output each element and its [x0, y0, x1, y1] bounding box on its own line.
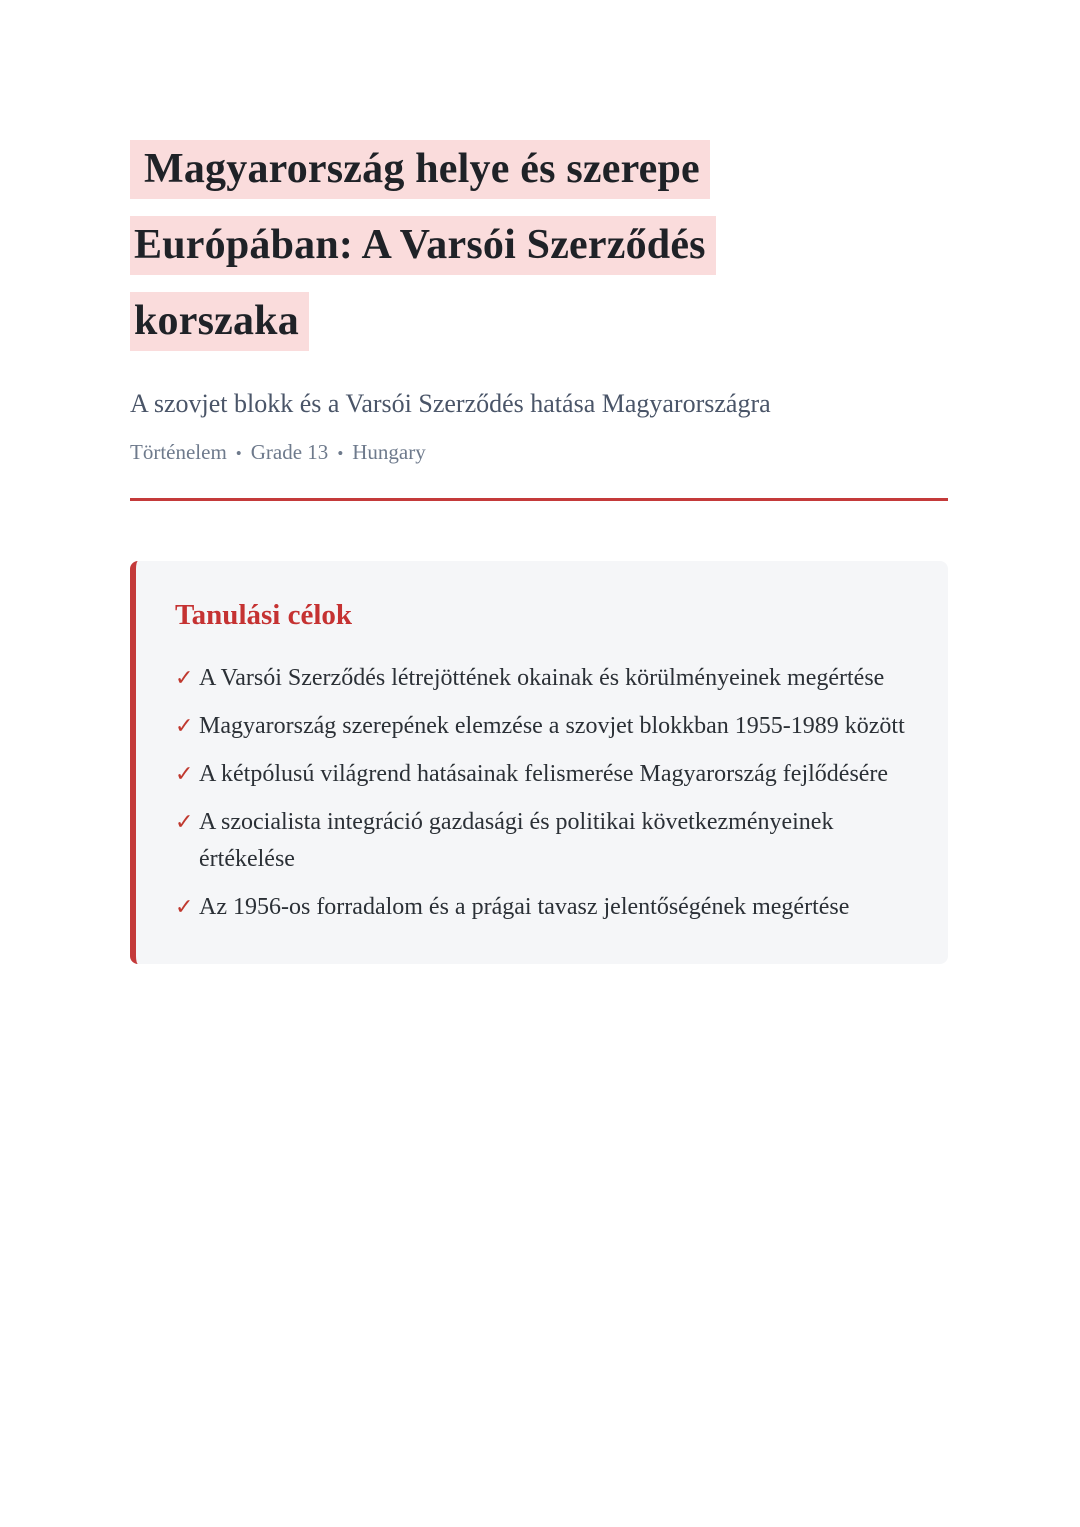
- page-title: [130, 131, 950, 359]
- page-title-line: [130, 207, 950, 283]
- objective-text: Magyarország szerepének elemzése a szovjet blokkban 1955-1989 között: [199, 713, 905, 739]
- page-subtitle: A szovjet blokk és a Varsói Szerződés hatása Magyarországra: [130, 389, 771, 418]
- meta-country: Hungary: [352, 440, 426, 464]
- page-title-line: [130, 131, 950, 207]
- page-title-text: korszaka: [130, 292, 309, 351]
- check-icon: ✓: [175, 762, 194, 787]
- objective-text: A Varsói Szerződés létrejöttének okainak és körülményeinek megértése: [199, 665, 885, 691]
- lesson-meta: [130, 439, 950, 467]
- page-title-text: Magyarország helye és szerepe: [130, 140, 710, 199]
- check-icon: ✓: [175, 895, 194, 920]
- check-icon: ✓: [175, 666, 194, 691]
- page-title-line: [130, 283, 950, 359]
- objectives-heading: Tanulási célok: [175, 599, 353, 631]
- objective-item: [175, 708, 908, 745]
- objective-item: [175, 889, 908, 926]
- objective-item: [175, 660, 908, 697]
- objective-item: [175, 804, 908, 878]
- bullet-separator-icon: •: [235, 444, 242, 463]
- objective-item: [175, 756, 908, 793]
- bullet-separator-icon: •: [337, 444, 344, 463]
- check-icon: ✓: [175, 810, 194, 835]
- meta-grade: Grade 13: [250, 440, 329, 464]
- check-icon: ✓: [175, 714, 194, 739]
- objective-text: A kétpólusú világrend hatásainak felismerése Magyarország fejlődésére: [199, 761, 889, 787]
- learning-objectives-card: [130, 561, 948, 964]
- objective-text: A szocialista integráció gazdasági és politikai következményeinek értékelése: [199, 809, 834, 872]
- page-title-text: Európában: A Varsói Szerződés: [130, 216, 716, 275]
- objective-text: Az 1956-os forradalom és a prágai tavasz jelentőségének megértése: [199, 894, 850, 920]
- objectives-list: [175, 660, 908, 926]
- section-divider: [130, 498, 948, 501]
- meta-subject: Történelem: [130, 440, 227, 464]
